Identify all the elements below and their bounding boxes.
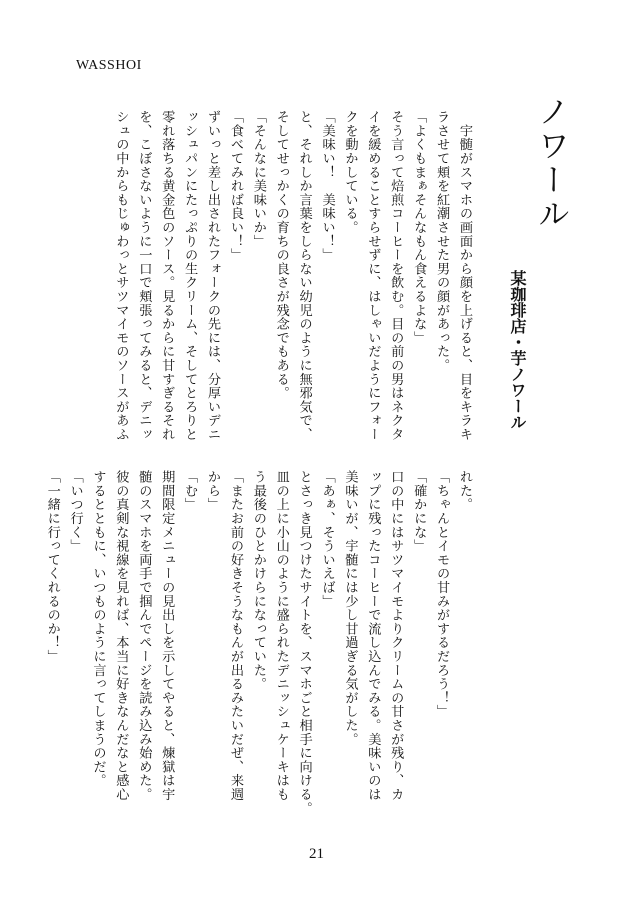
- text-line: ッシュパンにたっぷりの生クリーム、そしてとろりと: [182, 110, 198, 442]
- text-line: 「確かにな」: [411, 470, 427, 553]
- text-line: 口の中にはサツマイモよりクリームの甘さが残り、カ: [388, 470, 404, 802]
- text-line: するとともに、いつものように言ってしまうのだ。: [90, 470, 106, 788]
- text-line: から」: [205, 470, 221, 512]
- text-line: 「いつ行く」: [67, 470, 83, 553]
- story-subtitle: 某珈琲店・芋ノワール: [508, 270, 527, 430]
- text-line: そしてせっかくの育ちの良さが残念でもある。: [273, 110, 289, 400]
- text-line: 「よくもまぁそんなもん食えるよな」: [411, 110, 427, 345]
- text-line: 「あぁ、そういえば」: [319, 470, 335, 608]
- text-line: れた。: [457, 470, 472, 512]
- text-column-top: [109, 110, 476, 440]
- page-number: 21: [309, 846, 324, 862]
- text-line: ずいっと差し出されたフォークの先には、分厚いデニ: [205, 110, 221, 442]
- text-line: 期間限定メニューの見出しを示してやると、煉獄は宇: [159, 470, 175, 802]
- text-line: と、それしか言葉をしらない幼児のように無邪気で、: [296, 110, 312, 442]
- text-line: そう言って焙煎コーヒーを飲む。目の前の男はネクタ: [388, 110, 404, 442]
- text-line: 「む」: [182, 470, 198, 512]
- text-line: 「またお前の好きそうなもんが出るみたいだぜ、来週: [227, 470, 243, 802]
- text-line: ラさせて頬を紅潮させた男の顔があった。: [434, 110, 450, 373]
- text-line: シュの中からもじゅわっとサツマイモのソースがあふ: [113, 110, 129, 442]
- text-line: ップに残ったコーヒーで流し込んでみる。美味いのは: [365, 470, 381, 802]
- text-line: クを動かしている。: [342, 110, 358, 235]
- text-line: 皿の上に小山のように盛られたデニッシュケーキはも: [273, 470, 289, 802]
- text-line: 彼の真剣な視線を見れば、本当に好きなんだなと感心: [113, 470, 129, 802]
- text-line: とさっき見つけたサイトを、スマホごと相手に向ける。: [296, 470, 312, 815]
- text-line: う最後のひとかけらになっていた。: [250, 470, 266, 691]
- text-line: 「一緒に行ってくれるのか！」: [44, 470, 60, 664]
- text-line: 「美味い！ 美味い！」: [319, 110, 335, 262]
- text-line: 美味いが、宇髄には少し甘過ぎる気がした。: [342, 470, 358, 746]
- text-line: 「そんなに美味いか」: [250, 110, 266, 248]
- running-header: WASSHOI: [76, 58, 142, 73]
- text-line: 宇髄がスマホの画面から顔を上げると、目をキラキ: [457, 110, 472, 442]
- text-line: 零れ落ちる黄金色のソース。見るからに甘すぎるそれ: [159, 110, 175, 442]
- text-line: 「食べてみれば良い！」: [227, 110, 243, 262]
- text-line: イを緩めることすらせずに、はしゃいだようにフォー: [365, 110, 381, 442]
- text-line: 髄のスマホを両手で掴んでページを読み込み始めた。: [136, 470, 152, 802]
- text-line: 「ちゃんとイモの甘みがするだろう！」: [434, 470, 450, 719]
- text-line: を、こぼさないように一口で頬張ってみると、デニッ: [136, 110, 152, 442]
- text-column-bottom: [40, 470, 475, 815]
- story-title: ノワール: [533, 95, 571, 231]
